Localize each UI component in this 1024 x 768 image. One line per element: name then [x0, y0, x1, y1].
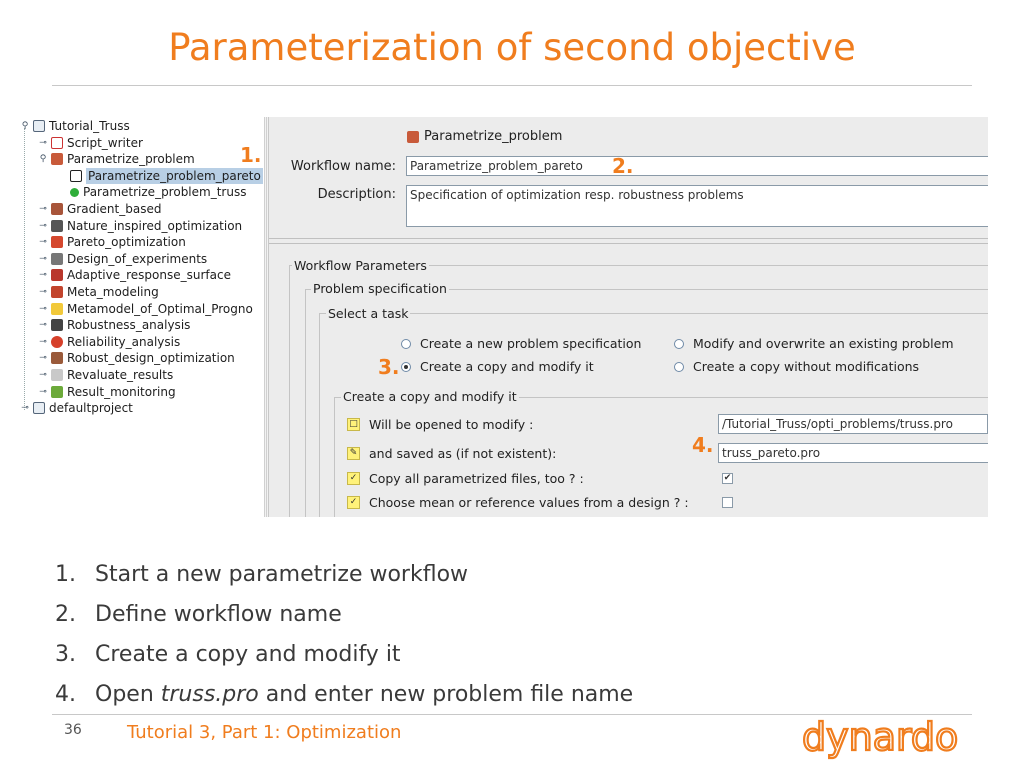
collapsed-toggle-icon[interactable]: ⊸ — [39, 137, 47, 148]
workflow-name-label: Workflow name: — [290, 159, 396, 174]
footer-title: Tutorial 3, Part 1: Optimization — [127, 722, 402, 743]
radio-create-new[interactable]: Create a new problem specification — [401, 336, 641, 351]
file-icon: □ — [347, 418, 360, 431]
step-marker-3: 3. — [378, 355, 400, 379]
list-item: 4. Open truss.pro and enter new problem file name — [55, 682, 634, 707]
page-number: 36 — [64, 722, 82, 738]
tree-item-robustness-analysis[interactable]: ⊸ Robustness_analysis — [39, 318, 191, 333]
nature-icon — [51, 220, 63, 232]
mean-values-checkbox[interactable] — [722, 497, 733, 508]
row-open-to-modify: □ Will be opened to modify : — [347, 417, 533, 432]
logo-wordmark: dynardo — [802, 715, 959, 759]
tree-item-meta-modeling[interactable]: ⊸ Meta_modeling — [39, 285, 159, 299]
collapsed-toggle-icon[interactable]: ⊸ — [39, 270, 47, 281]
tree-item-result-monitoring[interactable]: ⊸ Result_monitoring — [39, 384, 176, 399]
collapsed-toggle-icon[interactable]: ⊸ — [39, 204, 47, 214]
rdo-icon — [51, 352, 63, 364]
separator — [269, 243, 988, 244]
tree-item-defaultproject[interactable]: ⊸ defaultproject — [21, 401, 133, 416]
panel-title: Parametrize_problem — [407, 129, 562, 144]
list-item: 2. Define workflow name — [55, 602, 342, 627]
steps-list — [55, 560, 633, 720]
parametrize-icon — [407, 131, 419, 143]
collapsed-toggle-icon[interactable]: ⊸ — [39, 353, 47, 364]
tree-item-gradient-based[interactable]: ⊸ Gradient_based — [39, 202, 162, 216]
doe-icon — [51, 253, 63, 265]
tree-item-tutorial-truss[interactable]: ⚲ Tutorial_Truss — [21, 119, 130, 133]
list-item: 3. Create a copy and modify it — [55, 642, 401, 667]
description-label: Description: — [317, 187, 396, 202]
collapsed-toggle-icon[interactable]: ⊸ — [39, 336, 47, 347]
pareto-icon — [51, 236, 63, 248]
tree-item-robust-design-optimization[interactable]: ⊸ Robust_design_optimization — [39, 351, 235, 366]
collapsed-toggle-icon[interactable]: ⊸ — [39, 303, 47, 314]
problem-specification-title: Problem specification — [313, 281, 447, 296]
edit-icon — [70, 170, 82, 182]
project-tree — [20, 118, 268, 418]
collapsed-toggle-icon[interactable]: ⊸ — [39, 287, 47, 297]
copy-modify-title: Create a copy and modify it — [343, 389, 517, 404]
tree-item-nature-inspired[interactable]: ⊸ Nature_inspired_optimization — [39, 218, 243, 233]
open-file-field[interactable]: /Tutorial_Truss/opti_problems/truss.pro — [718, 414, 988, 434]
meta-icon — [51, 286, 63, 298]
workflow-name-field[interactable]: Parametrize_problem_pareto — [406, 156, 988, 176]
revaluate-icon — [51, 369, 63, 381]
expanded-toggle-icon[interactable]: ⚲ — [21, 121, 29, 131]
collapsed-toggle-icon[interactable]: ⊸ — [39, 320, 47, 331]
tree-item-metamodel-of-optimal[interactable]: ⊸ Metamodel_of_Optimal_Progno — [39, 301, 253, 316]
radio-button-selected[interactable] — [401, 362, 411, 372]
copy-files-checkbox[interactable]: ✔ — [723, 473, 732, 483]
tree-item-pareto-optimization[interactable]: ⊸ Pareto_optimization — [39, 235, 186, 250]
collapsed-toggle-icon[interactable]: ⊸ — [39, 370, 47, 380]
robustness-icon — [51, 319, 63, 331]
title-divider — [52, 85, 972, 86]
check-icon: ✓ — [347, 496, 360, 509]
saved-as-field[interactable]: truss_pareto.pro — [718, 443, 988, 463]
slide-title: Parameterization of second objective — [168, 26, 856, 69]
folder-icon — [33, 120, 45, 132]
tree-item-reliability-analysis[interactable]: ⊸ Reliability_analysis — [39, 334, 181, 349]
adaptive-icon — [51, 269, 63, 281]
monitoring-icon — [51, 386, 63, 398]
tree-item-design-of-experiments[interactable]: ⊸ Design_of_experiments — [39, 251, 208, 266]
filename-emphasis: truss.pro — [160, 682, 259, 707]
parametrize-icon — [51, 153, 63, 165]
step-marker-4: 4. — [692, 433, 714, 457]
radio-modify-overwrite[interactable]: Modify and overwrite an existing problem — [674, 336, 954, 351]
collapsed-toggle-icon[interactable]: ⊸ — [39, 386, 47, 397]
dynardo-logo — [800, 712, 975, 762]
row-saved-as: ✎ and saved as (if not existent): — [347, 446, 556, 461]
tree-item-revaluate-results[interactable]: ⊸ Revaluate_results — [39, 368, 174, 382]
tree-item-script-writer[interactable]: ⊸ Script_writer — [39, 135, 143, 150]
step-marker-2: 2. — [612, 154, 634, 178]
script-icon — [51, 137, 63, 149]
row-copy-files: ✓ Copy all parametrized files, too ? : — [347, 471, 584, 486]
radio-copy-without-modifications[interactable]: Create a copy without modifications — [674, 359, 919, 374]
radio-button[interactable] — [674, 339, 684, 349]
mop-icon — [51, 303, 63, 315]
collapsed-toggle-icon[interactable]: ⊸ — [39, 253, 47, 264]
description-field[interactable]: Specification of optimization resp. robustness problems — [406, 185, 988, 227]
radio-button[interactable] — [401, 339, 411, 349]
radio-copy-modify[interactable]: Create a copy and modify it — [401, 359, 594, 374]
folder-icon — [33, 402, 45, 414]
select-task-title: Select a task — [328, 306, 409, 321]
tree-item-parametrize-problem-pareto[interactable]: Parametrize_problem_pareto — [70, 168, 263, 184]
workflow-parameters-title: Workflow Parameters — [294, 258, 427, 273]
list-item: 1. Start a new parametrize workflow — [55, 562, 469, 587]
gradient-icon — [51, 203, 63, 215]
tree-item-parametrize-problem-truss[interactable]: Parametrize_problem_truss — [70, 184, 246, 200]
radio-button[interactable] — [674, 362, 684, 372]
step-marker-1: 1. — [240, 143, 262, 167]
collapsed-toggle-icon[interactable]: ⊸ — [39, 220, 47, 231]
pencil-icon: ✎ — [347, 447, 360, 460]
check-icon: ✓ — [347, 472, 360, 485]
separator — [269, 238, 988, 239]
tree-item-parametrize-problem[interactable]: ⚲ Parametrize_problem — [39, 152, 195, 167]
tree-item-adaptive-response-surface[interactable]: ⊸ Adaptive_response_surface — [39, 268, 231, 283]
tree-guide-line — [24, 128, 25, 410]
row-mean-values: ✓ Choose mean or reference values from a design ? : — [347, 495, 689, 510]
reliability-icon — [51, 336, 63, 348]
collapsed-toggle-icon[interactable]: ⊸ — [39, 237, 47, 248]
green-dot-icon — [70, 188, 79, 197]
expanded-toggle-icon[interactable]: ⚲ — [39, 154, 47, 165]
collapsed-toggle-icon[interactable]: ⊸ — [21, 403, 29, 414]
